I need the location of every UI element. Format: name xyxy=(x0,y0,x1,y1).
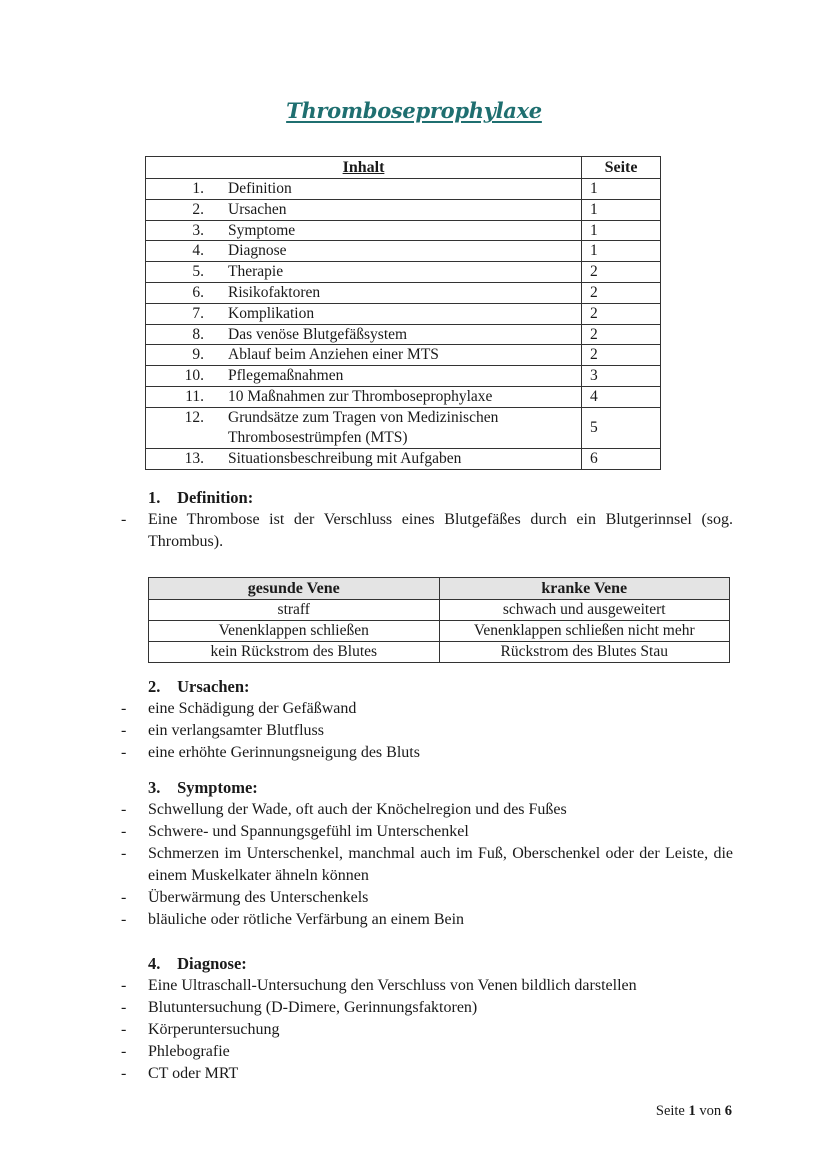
page-number-footer: Seite 1 von 6 xyxy=(655,1103,732,1119)
toc-label: Definition xyxy=(228,180,292,197)
toc-page: 2 xyxy=(582,303,661,324)
toc-header-row xyxy=(146,157,661,179)
header-diseased-vein: kranke Vene xyxy=(439,578,730,600)
toc-label: Risikofaktoren xyxy=(228,283,321,301)
toc-row xyxy=(146,386,661,407)
toc-label: Symptome xyxy=(228,221,296,239)
toc-number: 13. xyxy=(184,449,204,467)
table-row: straff schwach und ausgeweitert xyxy=(149,600,730,621)
toc-header-page: Seite xyxy=(582,157,661,179)
list-item: - Körperuntersuchung xyxy=(121,1021,280,1038)
table-row: Venenklappen schließen Venenklappen schließen nicht mehr xyxy=(149,621,730,642)
toc-header-content: Inhalt xyxy=(146,157,582,179)
list-item: - bläuliche oder rötliche Verfärbung an einem Bein xyxy=(121,911,465,928)
toc-number: 3. xyxy=(192,221,204,239)
section-symptome xyxy=(121,777,733,931)
toc-page: 1 xyxy=(582,179,661,200)
section-definition xyxy=(121,487,733,553)
header-healthy-vein: gesunde Vene xyxy=(149,578,440,600)
section-ursachen xyxy=(121,676,733,764)
toc-number: 7. xyxy=(192,304,204,322)
toc-number: 8. xyxy=(192,325,204,343)
section-diagnose xyxy=(121,953,733,1085)
toc-page: 4 xyxy=(582,386,661,407)
list-item: - Phlebografie xyxy=(121,1043,230,1060)
toc-number: 9. xyxy=(192,346,204,364)
toc-page: 1 xyxy=(582,199,661,220)
toc-number: 2. xyxy=(192,200,204,218)
toc-row xyxy=(146,262,661,283)
toc-number: 1. xyxy=(192,180,204,197)
table-of-contents xyxy=(145,156,661,470)
toc-row xyxy=(146,241,661,262)
dash-bullet: - xyxy=(121,511,127,528)
vein-comparison-table xyxy=(148,577,730,663)
list-item: - eine erhöhte Gerinnungsneigung des Bluts xyxy=(121,744,420,761)
toc-row xyxy=(146,366,661,387)
toc-page: 5 xyxy=(582,407,661,448)
toc-row xyxy=(146,199,661,220)
toc-page: 6 xyxy=(582,448,661,469)
toc-label: Therapie xyxy=(228,263,284,281)
list-item: - Schwellung der Wade, oft auch der Knöchelregion und des Fußes xyxy=(121,801,567,818)
toc-label: Grundsätze zum Tragen von Medizinischen Thrombosestrümpfen (MTS) xyxy=(228,408,499,446)
toc-row xyxy=(146,179,661,200)
toc-row xyxy=(146,448,661,469)
section-heading: 1. Definition: xyxy=(148,488,254,507)
vein-table-header xyxy=(149,578,730,600)
toc-page: 1 xyxy=(582,220,661,241)
toc-label: Ursachen xyxy=(228,200,287,218)
list-item: - eine Schädigung der Gefäßwand xyxy=(121,700,357,717)
toc-page: 2 xyxy=(582,262,661,283)
toc-row xyxy=(146,303,661,324)
toc-number: 12. xyxy=(184,408,204,426)
page-title: Thromboseprophylaxe xyxy=(286,98,542,123)
current-page: 1 xyxy=(688,1103,696,1119)
toc-page: 1 xyxy=(582,241,661,262)
section-heading: 3. Symptome: xyxy=(148,778,258,797)
toc-page: 2 xyxy=(582,345,661,366)
toc-label: Das venöse Blutgefäßsystem xyxy=(228,325,408,343)
toc-label: Situationsbeschreibung mit Aufgaben xyxy=(228,449,462,467)
section-heading: 2. Ursachen: xyxy=(148,677,250,696)
list-item: - Eine Ultraschall-Untersuchung den Verschluss von Venen bildlich darstellen xyxy=(121,977,637,994)
list-item: - ein verlangsamter Blutfluss xyxy=(121,722,324,739)
toc-row xyxy=(146,407,661,448)
toc-row xyxy=(146,324,661,345)
toc-number: 10. xyxy=(184,367,204,385)
list-item: - Blutuntersuchung (D-Dimere, Gerinnungsfaktoren) xyxy=(121,999,478,1016)
toc-row xyxy=(146,282,661,303)
toc-row xyxy=(146,345,661,366)
toc-number: 5. xyxy=(192,263,204,281)
toc-page: 2 xyxy=(582,282,661,303)
toc-label: Pflegemaßnahmen xyxy=(228,367,344,385)
toc-label: Komplikation xyxy=(228,304,315,322)
toc-page: 3 xyxy=(582,366,661,387)
toc-row xyxy=(146,220,661,241)
toc-number: 4. xyxy=(192,242,204,260)
total-pages: 6 xyxy=(724,1103,732,1119)
toc-label: Ablauf beim Anziehen einer MTS xyxy=(228,346,439,364)
toc-page: 2 xyxy=(582,324,661,345)
list-item: - CT oder MRT xyxy=(121,1065,239,1082)
list-item: - Schmerzen im Unterschenkel, manchmal auch im Fuß, Oberschenkel oder der Leiste, die einem Muskelkater ähneln können xyxy=(121,845,733,884)
table-row: kein Rückstrom des Blutes Rückstrom des Blutes Stau xyxy=(149,642,730,663)
toc-label: Diagnose xyxy=(228,242,287,260)
toc-number: 11. xyxy=(185,387,204,405)
toc-label: 10 Maßnahmen zur Thromboseprophylaxe xyxy=(228,387,493,405)
toc-number: 6. xyxy=(192,283,204,301)
list-item: - Überwärmung des Unterschenkels xyxy=(121,889,369,906)
section-heading: 4. Diagnose: xyxy=(148,954,247,973)
list-item: - Eine Thrombose ist der Verschluss eines Blutgefäßes durch ein Blutgerinnsel (sog. Thrombus). xyxy=(121,509,733,553)
list-item: - Schwere- und Spannungsgefühl im Unterschenkel xyxy=(121,823,469,840)
